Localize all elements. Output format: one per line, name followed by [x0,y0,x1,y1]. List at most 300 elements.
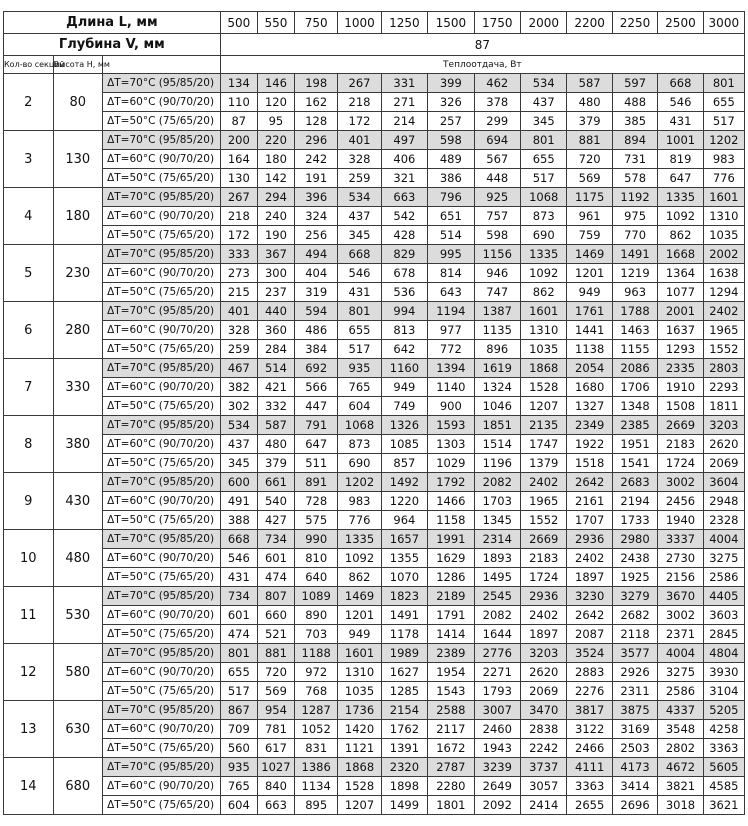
output-value: 765 [338,378,381,397]
output-value: 1543 [428,682,474,701]
output-value: 257 [428,112,474,131]
output-value: 1046 [474,397,520,416]
output-value: 3670 [658,587,703,606]
output-value: 655 [220,663,257,682]
output-value: 2787 [428,758,474,777]
delta-t-label: ΔT=50°C (75/65/20) [103,112,221,131]
table-row [4,131,745,150]
output-value: 2069 [521,682,567,701]
output-value: 759 [567,226,612,245]
output-value: 300 [257,264,294,283]
output-value: 747 [474,283,520,302]
table-row [4,340,745,359]
output-value: 294 [257,188,294,207]
output-value: 3821 [658,777,703,796]
output-value: 873 [338,435,381,454]
output-value: 2189 [428,587,474,606]
output-value: 3875 [612,701,657,720]
output-value: 2069 [703,454,744,473]
output-value: 881 [567,131,612,150]
output-value: 1027 [257,758,294,777]
output-value: 604 [338,397,381,416]
output-value: 776 [338,511,381,530]
output-value: 1387 [474,302,520,321]
output-value: 437 [220,435,257,454]
table-row [4,492,745,511]
output-value: 1528 [521,378,567,397]
output-value: 388 [220,511,257,530]
output-value: 1207 [521,397,567,416]
output-value: 3414 [612,777,657,796]
table-row [4,530,745,549]
height-value: 130 [53,131,103,188]
output-value: 1552 [521,511,567,530]
output-value: 428 [381,226,427,245]
table-row [4,511,745,530]
output-value: 200 [220,131,257,150]
output-value: 448 [474,169,520,188]
length-value: 2500 [658,12,703,34]
delta-t-label: ΔT=50°C (75/65/20) [103,682,221,701]
output-value: 663 [257,796,294,815]
output-value: 4004 [703,530,744,549]
delta-t-label: ΔT=70°C (95/85/20) [103,74,221,93]
output-value: 3275 [658,663,703,682]
output-value: 597 [612,74,657,93]
output-value: 1188 [295,644,338,663]
output-value: 536 [381,283,427,302]
output-value: 3203 [703,416,744,435]
output-value: 1202 [703,131,744,150]
output-value: 3604 [703,473,744,492]
height-value: 680 [53,758,103,815]
output-value: 1469 [338,587,381,606]
output-value: 467 [220,359,257,378]
sections-header: Кол-во секций [4,56,54,74]
output-value: 1514 [474,435,520,454]
output-value: 1868 [338,758,381,777]
table-row [4,169,745,188]
output-header: Теплоотдача, Вт [220,56,744,74]
output-value: 379 [567,112,612,131]
output-value: 4585 [703,777,744,796]
output-value: 2154 [381,701,427,720]
output-value: 172 [220,226,257,245]
output-value: 3239 [474,758,520,777]
output-value: 1135 [474,321,520,340]
output-value: 900 [428,397,474,416]
sections-count: 8 [4,416,54,473]
delta-t-label: ΔT=70°C (95/85/20) [103,530,221,549]
output-value: 3930 [703,663,744,682]
output-value: 1335 [658,188,703,207]
delta-t-label: ΔT=50°C (75/65/20) [103,568,221,587]
output-value: 431 [338,283,381,302]
output-value: 1736 [338,701,381,720]
output-value: 2696 [612,796,657,815]
output-value: 3817 [567,701,612,720]
output-value: 862 [338,568,381,587]
delta-t-label: ΔT=60°C (90/70/20) [103,93,221,112]
output-value: 382 [220,378,257,397]
output-value: 2328 [703,511,744,530]
output-value: 190 [257,226,294,245]
output-value: 1989 [381,644,427,663]
output-value: 1355 [381,549,427,568]
delta-t-label: ΔT=70°C (95/85/20) [103,701,221,720]
output-value: 164 [220,150,257,169]
output-value: 801 [703,74,744,93]
output-value: 3603 [703,606,744,625]
table-row [4,587,745,606]
output-value: 1793 [474,682,520,701]
output-value: 3337 [658,530,703,549]
output-value: 1637 [658,321,703,340]
output-value: 1379 [521,454,567,473]
sections-count: 12 [4,644,54,701]
output-value: 655 [703,93,744,112]
output-value: 1178 [381,625,427,644]
output-value: 655 [521,150,567,169]
output-value: 1092 [658,207,703,226]
output-value: 474 [220,625,257,644]
output-value: 964 [381,511,427,530]
table-row [4,758,745,777]
output-value: 1703 [474,492,520,511]
delta-t-label: ΔT=60°C (90/70/20) [103,435,221,454]
output-value: 1922 [567,435,612,454]
delta-t-label: ΔT=60°C (90/70/20) [103,150,221,169]
height-value: 530 [53,587,103,644]
delta-t-label: ΔT=70°C (95/85/20) [103,188,221,207]
output-value: 1303 [428,435,474,454]
output-value: 1035 [521,340,567,359]
output-value: 1092 [521,264,567,283]
length-value: 500 [220,12,257,34]
output-value: 4337 [658,701,703,720]
output-value: 437 [521,93,567,112]
output-value: 1194 [428,302,474,321]
output-value: 215 [220,283,257,302]
output-value: 896 [474,340,520,359]
output-value: 331 [381,74,427,93]
output-value: 2545 [474,587,520,606]
output-value: 1068 [521,188,567,207]
output-value: 1492 [381,473,427,492]
heat-output-table [3,11,745,815]
output-value: 1724 [521,568,567,587]
output-value: 731 [612,150,657,169]
output-value: 302 [220,397,257,416]
output-value: 2620 [703,435,744,454]
height-value: 380 [53,416,103,473]
delta-t-label: ΔT=50°C (75/65/20) [103,283,221,302]
output-value: 319 [295,283,338,302]
output-value: 4111 [567,758,612,777]
output-value: 720 [257,663,294,682]
output-value: 4672 [658,758,703,777]
sections-count: 11 [4,587,54,644]
height-value: 480 [53,530,103,587]
output-value: 1287 [295,701,338,720]
output-value: 514 [257,359,294,378]
delta-t-label: ΔT=50°C (75/65/20) [103,226,221,245]
output-value: 427 [257,511,294,530]
delta-t-label: ΔT=60°C (90/70/20) [103,720,221,739]
output-value: 1788 [612,302,657,321]
output-value: 511 [295,454,338,473]
output-value: 534 [220,416,257,435]
length-header-row [4,12,745,34]
output-value: 447 [295,397,338,416]
output-value: 2002 [703,245,744,264]
output-value: 404 [295,264,338,283]
output-value: 2936 [567,530,612,549]
output-value: 3169 [612,720,657,739]
output-value: 4258 [703,720,744,739]
delta-t-label: ΔT=70°C (95/85/20) [103,758,221,777]
delta-t-label: ΔT=50°C (75/65/20) [103,796,221,815]
output-value: 1089 [295,587,338,606]
output-value: 1965 [703,321,744,340]
delta-t-label: ΔT=50°C (75/65/20) [103,739,221,758]
output-value: 2087 [567,625,612,644]
output-value: 1541 [612,454,657,473]
output-value: 1160 [381,359,427,378]
output-value: 494 [295,245,338,264]
output-value: 720 [567,150,612,169]
length-value: 3000 [703,12,744,34]
output-value: 977 [428,321,474,340]
output-value: 949 [567,283,612,302]
output-value: 2948 [703,492,744,511]
output-value: 3275 [703,549,744,568]
output-value: 2669 [658,416,703,435]
delta-t-label: ΔT=70°C (95/85/20) [103,359,221,378]
output-value: 1733 [612,511,657,530]
output-value: 925 [474,188,520,207]
output-value: 134 [220,74,257,93]
output-value: 1134 [295,777,338,796]
output-value: 642 [381,340,427,359]
output-value: 3007 [474,701,520,720]
output-value: 2936 [521,587,567,606]
output-value: 1414 [428,625,474,644]
table-row [4,454,745,473]
output-value: 284 [257,340,294,359]
output-value: 990 [295,530,338,549]
output-value: 1672 [428,739,474,758]
output-value: 2456 [658,492,703,511]
height-value: 230 [53,245,103,302]
output-value: 162 [295,93,338,112]
output-value: 4004 [658,644,703,663]
output-value: 560 [220,739,257,758]
output-value: 1201 [338,606,381,625]
output-value: 328 [220,321,257,340]
output-value: 983 [703,150,744,169]
output-value: 218 [220,207,257,226]
height-header: Высота H, мм [53,56,103,74]
output-value: 1706 [612,378,657,397]
output-value: 1707 [567,511,612,530]
length-value: 1500 [428,12,474,34]
delta-t-label: ΔT=70°C (95/85/20) [103,473,221,492]
table-row [4,188,745,207]
output-value: 963 [612,283,657,302]
length-value: 2250 [612,12,657,34]
output-value: 406 [381,150,427,169]
output-value: 3203 [521,644,567,663]
output-value: 1070 [381,568,427,587]
table-row [4,739,745,758]
output-value: 1196 [474,454,520,473]
output-value: 431 [658,112,703,131]
output-value: 488 [612,93,657,112]
sections-count: 9 [4,473,54,530]
output-value: 2588 [428,701,474,720]
output-value: 678 [381,264,427,283]
output-value: 601 [220,606,257,625]
delta-t-label: ΔT=60°C (90/70/20) [103,207,221,226]
table-row [4,663,745,682]
output-value: 661 [257,473,294,492]
output-value: 862 [521,283,567,302]
output-value: 142 [257,169,294,188]
length-label: Длина L, мм [4,12,221,34]
delta-t-label: ΔT=50°C (75/65/20) [103,397,221,416]
output-value: 566 [295,378,338,397]
output-value: 2402 [521,473,567,492]
output-value: 668 [338,245,381,264]
output-value: 655 [338,321,381,340]
output-value: 1601 [338,644,381,663]
output-value: 367 [257,245,294,264]
sections-count: 13 [4,701,54,758]
output-value: 2776 [474,644,520,663]
output-value: 328 [338,150,381,169]
table-row [4,701,745,720]
output-value: 2883 [567,663,612,682]
output-value: 1792 [428,473,474,492]
output-value: 801 [521,131,567,150]
output-value: 1499 [381,796,427,815]
output-value: 191 [295,169,338,188]
output-value: 1310 [338,663,381,682]
table-row [4,378,745,397]
height-value: 330 [53,359,103,416]
output-value: 765 [220,777,257,796]
output-value: 1851 [474,416,520,435]
output-value: 1219 [612,264,657,283]
output-value: 961 [567,207,612,226]
length-value: 2000 [521,12,567,34]
output-value: 4405 [703,587,744,606]
output-value: 690 [338,454,381,473]
output-value: 2082 [474,473,520,492]
output-value: 891 [295,473,338,492]
output-value: 2118 [612,625,657,644]
output-value: 120 [257,93,294,112]
output-value: 491 [220,492,257,511]
output-value: 587 [567,74,612,93]
output-value: 95 [257,112,294,131]
output-value: 198 [295,74,338,93]
output-value: 601 [257,549,294,568]
output-value: 1324 [474,378,520,397]
output-value: 1680 [567,378,612,397]
output-value: 647 [295,435,338,454]
output-value: 271 [381,93,427,112]
delta-t-label: ΔT=60°C (90/70/20) [103,264,221,283]
output-value: 546 [338,264,381,283]
output-value: 259 [220,340,257,359]
output-value: 2385 [612,416,657,435]
output-value: 3104 [703,682,744,701]
output-value: 2980 [612,530,657,549]
output-value: 2402 [567,549,612,568]
output-value: 1601 [521,302,567,321]
output-value: 1823 [381,587,427,606]
output-value: 1508 [658,397,703,416]
output-value: 5605 [703,758,744,777]
output-value: 386 [428,169,474,188]
output-value: 3230 [567,587,612,606]
output-value: 256 [295,226,338,245]
delta-t-label: ΔT=50°C (75/65/20) [103,511,221,530]
output-value: 604 [220,796,257,815]
output-value: 890 [295,606,338,625]
output-value: 2276 [567,682,612,701]
output-value: 534 [338,188,381,207]
output-value: 2802 [658,739,703,758]
output-value: 2092 [474,796,520,815]
output-value: 321 [381,169,427,188]
output-value: 2183 [521,549,567,568]
output-value: 237 [257,283,294,302]
sections-count: 4 [4,188,54,245]
output-value: 1466 [428,492,474,511]
output-value: 2086 [612,359,657,378]
output-value: 1364 [658,264,703,283]
output-value: 3737 [521,758,567,777]
output-value: 431 [220,568,257,587]
output-value: 1991 [428,530,474,549]
output-value: 1491 [381,606,427,625]
output-value: 384 [295,340,338,359]
output-value: 1335 [521,245,567,264]
output-value: 401 [220,302,257,321]
output-value: 259 [338,169,381,188]
output-value: 587 [257,416,294,435]
depth-value: 87 [220,34,744,56]
output-value: 130 [220,169,257,188]
output-value: 440 [257,302,294,321]
sections-count: 14 [4,758,54,815]
output-value: 385 [612,112,657,131]
output-value: 575 [295,511,338,530]
output-value: 1310 [521,321,567,340]
output-value: 2371 [658,625,703,644]
output-value: 242 [295,150,338,169]
output-value: 517 [338,340,381,359]
output-value: 2586 [703,568,744,587]
delta-t-label: ΔT=70°C (95/85/20) [103,302,221,321]
output-value: 567 [474,150,520,169]
table-row [4,568,745,587]
output-value: 2161 [567,492,612,511]
output-value: 598 [428,131,474,150]
